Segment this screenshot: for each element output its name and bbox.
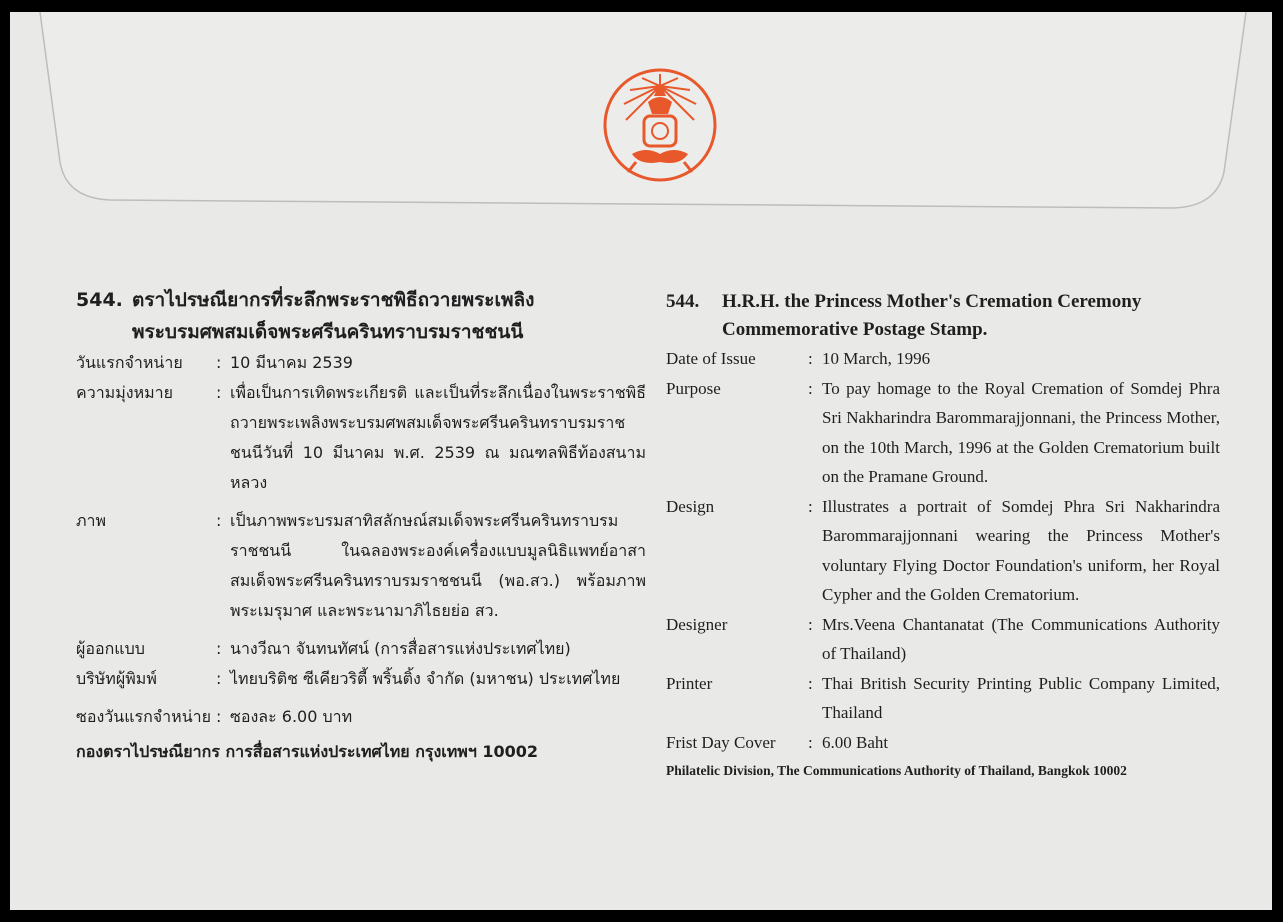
thai-row-designer: ผู้ออกแบบ : นางวีณา จันทนทัศน์ (การสื่อสารแห่งประเทศไทย)	[76, 634, 646, 664]
row-value: 10 March, 1996	[822, 349, 931, 368]
row-value: 10 มีนาคม 2539	[230, 353, 353, 372]
english-row-date-of-issue: Date of Issue : 10 March, 1996	[666, 344, 1220, 374]
english-row-printer: Printer : Thai British Security Printing Public Company Limited, Thailand	[666, 669, 1220, 728]
thai-title-line1: ตราไปรษณียากรที่ระลึกพระราชพิธีถวายพระเพลิง	[132, 289, 535, 311]
english-row-design: Design : Illustrates a portrait of Somdej Phra Sri Nakharindra Barommarajjonnani wearing the Princess Mother's voluntary Flying Doctor Foundation's uniform, her Royal Cypher and the Golden Crematorium.	[666, 492, 1220, 610]
row-label: ความมุ่งหมาย	[76, 383, 174, 402]
row-label: Designer	[666, 614, 728, 634]
row-label: ผู้ออกแบบ	[76, 639, 145, 658]
row-value: Thai British Security Printing Public Company Limited, Thailand	[822, 673, 1220, 722]
thai-row-design: ภาพ : เป็นภาพพระบรมสาทิสลักษณ์สมเด็จพระศรีนครินทราบรมราชชนนี ในฉลองพระองค์เครื่องแบบมูลนิธิแพทย์อาสาสมเด็จพระศรีนครินทราบรมราชชนนี (พอ.สว.) พร้อมภาพพระเมรุมาศ และพระนามาภิไธยย่อ สว.	[76, 506, 646, 626]
row-label: Frist Day Cover	[666, 732, 776, 752]
row-value: To pay homage to the Royal Cremation of Somdej Phra Sri Nakharindra Barommarajjonnani, the Princess Mother, on the 10th March, 1996 at the Golden Crematorium built on the Pramane Ground.	[822, 378, 1220, 486]
row-value: นางวีณา จันทนทัศน์ (การสื่อสารแห่งประเทศไทย)	[230, 639, 571, 658]
thai-row-issue-date: วันแรกจำหน่าย : 10 มีนาคม 2539	[76, 348, 646, 378]
english-row-designer: Designer : Mrs.Veena Chantanatat (The Communications Authority of Thailand)	[666, 610, 1220, 669]
row-label: Date of Issue	[666, 349, 756, 368]
row-label: วันแรกจำหน่าย	[76, 353, 183, 372]
row-label: บริษัทผู้พิมพ์	[76, 669, 157, 688]
row-label: ภาพ	[76, 511, 107, 530]
row-label: Printer	[666, 673, 713, 693]
thai-row-first-day-cover: ซองวันแรกจำหน่าย : ซองละ 6.00 บาท	[76, 702, 646, 732]
row-label: ซองวันแรกจำหน่าย	[76, 707, 211, 726]
royal-emblem-icon	[602, 62, 718, 188]
thai-title-line2: พระบรมศพสมเด็จพระศรีนครินทราบรมราชชนนี	[132, 321, 524, 343]
english-title-line2: Commemorative Postage Stamp.	[722, 319, 988, 340]
row-value: เป็นภาพพระบรมสาทิสลักษณ์สมเด็จพระศรีนครินทราบรมราชชนนี ในฉลองพระองค์เครื่องแบบมูลนิธิแพทย์อาสาสมเด็จพระศรีนครินทราบรมราชชนนี (พอ.สว.) พร้อมภาพพระเมรุมาศ และพระนามาภิไธยย่อ สว.	[230, 511, 646, 620]
row-value: ไทยบริติช ซีเคียวริตี้ พริ้นติ้ง จำกัด (มหาชน) ประเทศไทย	[230, 669, 621, 688]
row-value: Mrs.Veena Chantanatat (The Communications Authority of Thailand)	[822, 614, 1220, 663]
english-stamp-number: 544.	[666, 291, 700, 312]
english-title-line1: H.R.H. the Princess Mother's Cremation Ceremony	[722, 291, 1142, 312]
english-footer: Philatelic Division, The Communications Authority of Thailand, Bangkok 10002	[666, 763, 1127, 778]
english-title	[666, 288, 1220, 344]
thai-title	[76, 284, 646, 348]
envelope-back	[10, 12, 1272, 910]
row-label: Design	[666, 496, 715, 516]
row-value: Illustrates a portrait of Somdej Phra Sri Nakharindra Barommarajjonnani wearing the Princess Mother's voluntary Flying Doctor Foundation's uniform, her Royal Cypher and the Golden Crematorium.	[822, 496, 1220, 604]
row-value: ซองละ 6.00 บาท	[230, 707, 353, 726]
thai-stamp-number: 544.	[76, 289, 123, 311]
row-label: Purpose	[666, 378, 721, 398]
row-value: 6.00 Baht	[822, 732, 889, 752]
thai-row-printer: บริษัทผู้พิมพ์ : ไทยบริติช ซีเคียวริตี้ พริ้นติ้ง จำกัด (มหาชน) ประเทศไทย	[76, 664, 646, 694]
thai-footer: กองตราไปรษณียากร การสื่อสารแห่งประเทศไทย กรุงเทพฯ 10002	[76, 742, 539, 761]
english-description	[666, 288, 1220, 779]
english-row-first-day-cover: Frist Day Cover : 6.00 Baht	[666, 728, 1220, 758]
english-row-purpose: Purpose : To pay homage to the Royal Cremation of Somdej Phra Sri Nakharindra Barommarajjonnani, the Princess Mother, on the 10th March, 1996 at the Golden Crematorium built on the Pramane Ground.	[666, 374, 1220, 492]
row-value: เพื่อเป็นการเทิดพระเกียรติ และเป็นที่ระลึกเนื่องในพระราชพิธี ถวายพระเพลิงพระบรมศพสมเด็จพระศรีนครินทราบรมราชชนนีวันที่ 10 มีนาคม พ.ศ. 2539 ณ มณฑลพิธีท้องสนามหลวง	[230, 383, 646, 492]
thai-row-purpose: ความมุ่งหมาย : เพื่อเป็นการเทิดพระเกียรติ และเป็นที่ระลึกเนื่องในพระราชพิธี ถวายพระเพลิงพระบรมศพสมเด็จพระศรีนครินทราบรมราชชนนีวันที่ 10 มีนาคม พ.ศ. 2539 ณ มณฑลพิธีท้องสนามหลวง	[76, 378, 646, 498]
thai-description	[76, 284, 646, 765]
